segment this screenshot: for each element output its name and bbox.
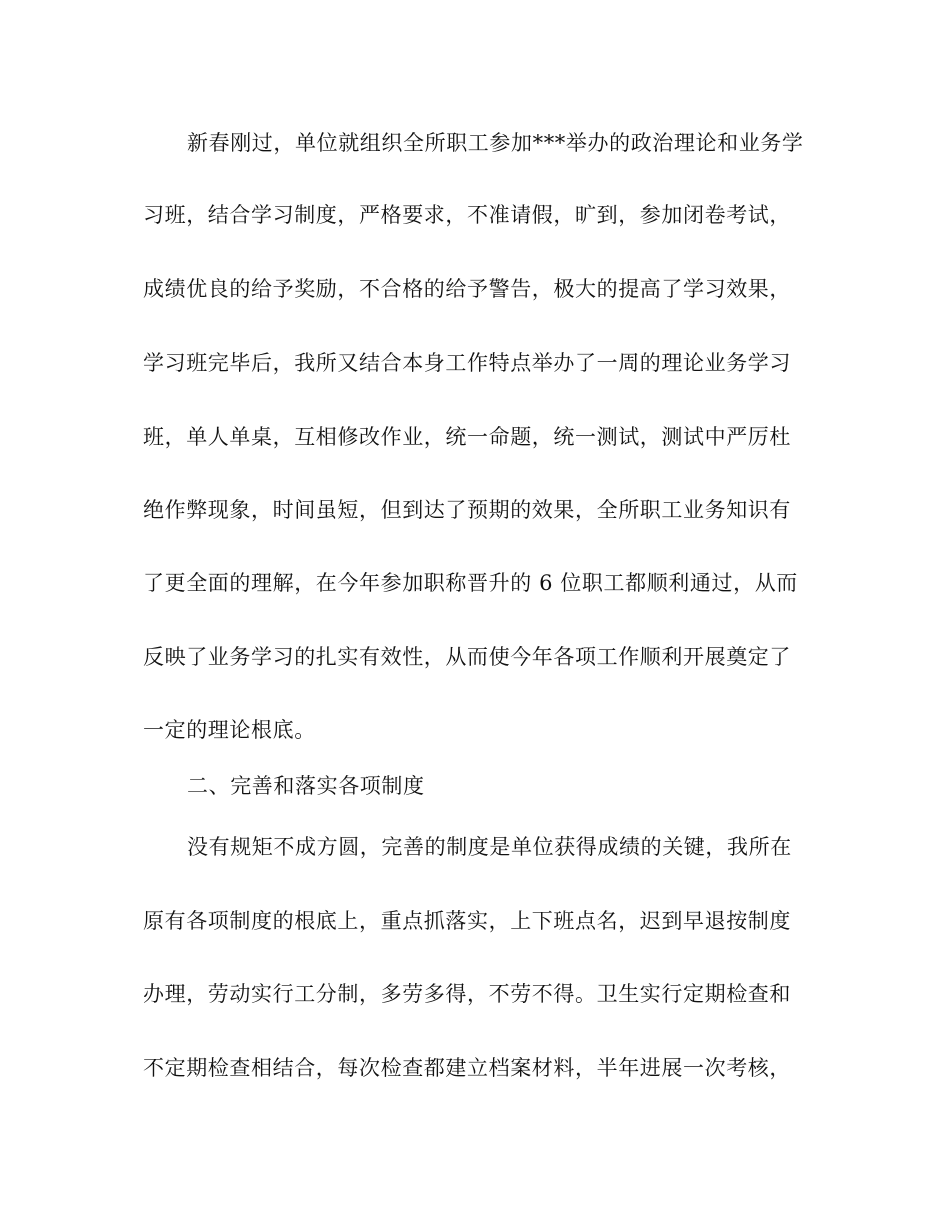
paragraph-1-line-6: 绝作弊现象，时间虽短，但到达了预期的效果，全所职工业务知识有 bbox=[143, 498, 791, 522]
paragraph-1-line-3: 成绩优良的给予奖励，不合格的给予警告，极大的提高了学习效果， bbox=[143, 277, 791, 301]
paragraph-1-line-1: 新春刚过，单位就组织全所职工参加***举办的政治理论和业务学 bbox=[187, 131, 804, 155]
paragraph-1-line-8: 反映了业务学习的扎实有效性，从而使今年各项工作顺利开展奠定了 bbox=[143, 645, 791, 669]
paragraph-2-line-4: 不定期检查相结合，每次检查都建立档案材料，半年进展一次考核， bbox=[143, 1056, 791, 1080]
paragraph-2-line-3: 办理，劳动实行工分制，多劳多得，不劳不得。卫生实行定期检查和 bbox=[143, 982, 791, 1006]
paragraph-2-line-2: 原有各项制度的根底上，重点抓落实，上下班点名，迟到早退按制度 bbox=[143, 909, 791, 933]
paragraph-1-line-9: 一定的理论根底。 bbox=[143, 718, 316, 742]
paragraph-1-line-2: 习班，结合学习制度，严格要求，不准请假，旷到，参加闭卷考试， bbox=[143, 203, 791, 227]
paragraph-2-line-1: 没有规矩不成方圆，完善的制度是单位获得成绩的关键，我所在 bbox=[187, 835, 792, 859]
paragraph-1-line-4: 学习班完毕后，我所又结合本身工作特点举办了一周的理论业务学习 bbox=[143, 351, 791, 375]
paragraph-1-line-5: 班，单人单桌，互相修改作业，统一命题，统一测试，测试中严厉杜 bbox=[143, 425, 791, 449]
paragraph-1-line-7: 了更全面的理解，在今年参加职称晋升的 6 位职工都顺利通过，从而 bbox=[143, 571, 798, 595]
section-heading: 二、完善和落实各项制度 bbox=[187, 774, 425, 798]
